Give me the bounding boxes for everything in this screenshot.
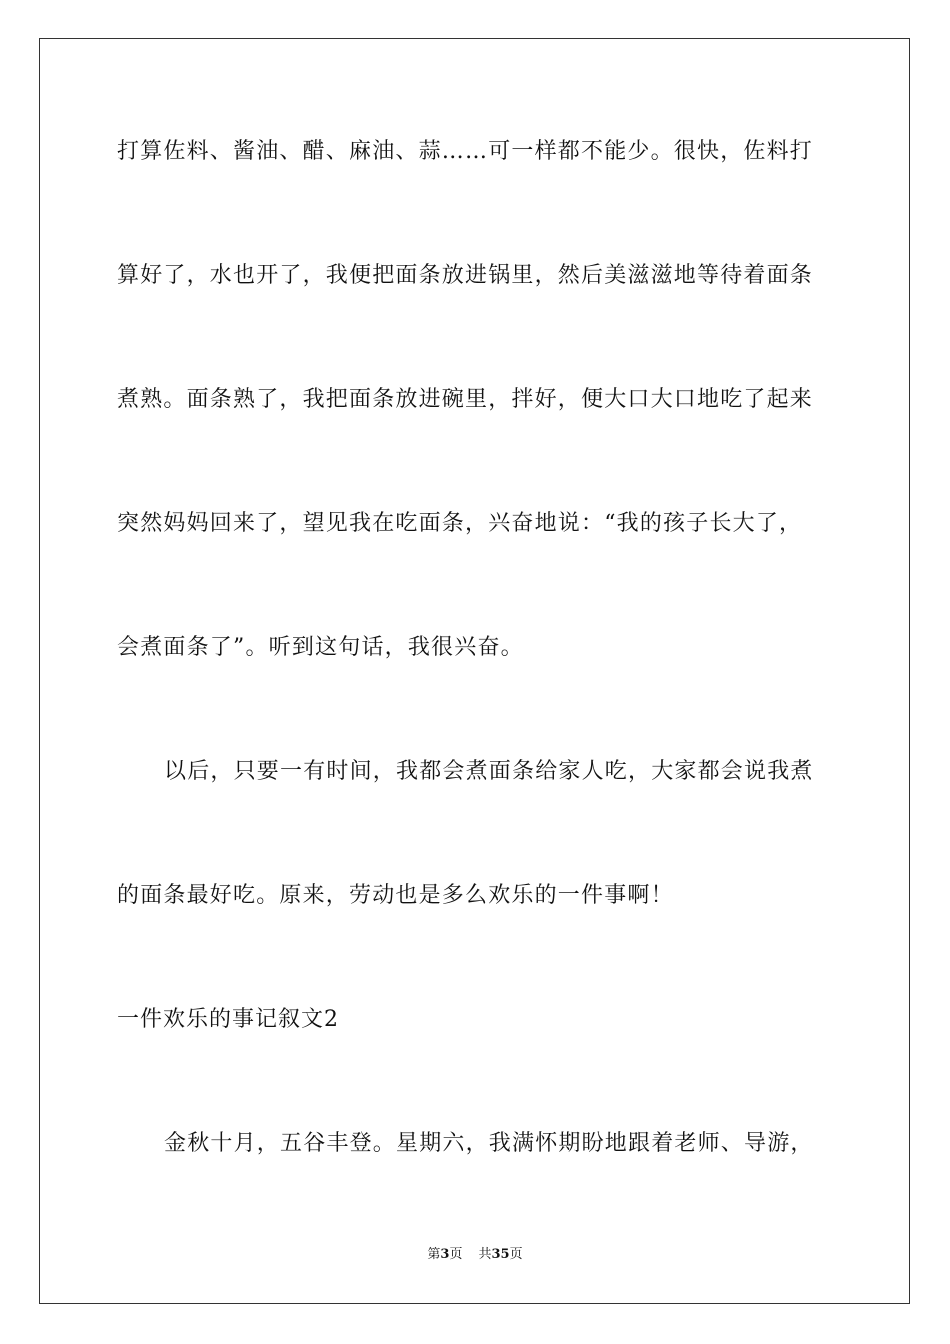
- paragraph-line-2: 算好了，水也开了，我便把面条放进锅里，然后美滋滋地等待着面条: [117, 263, 814, 288]
- paragraph-line-5: 会煮面条了”。听到这句话，我很兴奋。: [117, 635, 524, 660]
- section-heading: 一件欢乐的事记叙文2: [117, 1007, 339, 1032]
- paragraph-line-8: 金秋十月，五谷丰登。星期六，我满怀期盼地跟着老师、导游，: [164, 1131, 814, 1156]
- footer-total-number: 35: [491, 1247, 510, 1262]
- page-border: [39, 38, 910, 1304]
- footer-page-number: 3: [440, 1247, 450, 1262]
- page-footer: [0, 1247, 950, 1263]
- footer-page-suffix: 页: [449, 1247, 463, 1262]
- paragraph-line-6: 以后，只要一有时间，我都会煮面条给家人吃，大家都会说我煮: [164, 759, 814, 784]
- footer-total-suffix: 页: [509, 1247, 523, 1262]
- paragraph-line-1: 打算佐料、酱油、醋、麻油、蒜……可一样都不能少。很快，佐料打: [117, 139, 814, 164]
- paragraph-line-7: 的面条最好吃。原来，劳动也是多么欢乐的一件事啊！: [117, 883, 674, 908]
- paragraph-line-3: 煮熟。面条熟了，我把面条放进碗里，拌好，便大口大口地吃了起来: [117, 387, 814, 412]
- paragraph-line-4: 突然妈妈回来了，望见我在吃面条，兴奋地说：“我的孩子长大了，: [117, 511, 803, 536]
- footer-total-prefix: 共: [478, 1247, 492, 1262]
- footer-page-prefix: 第: [427, 1247, 441, 1262]
